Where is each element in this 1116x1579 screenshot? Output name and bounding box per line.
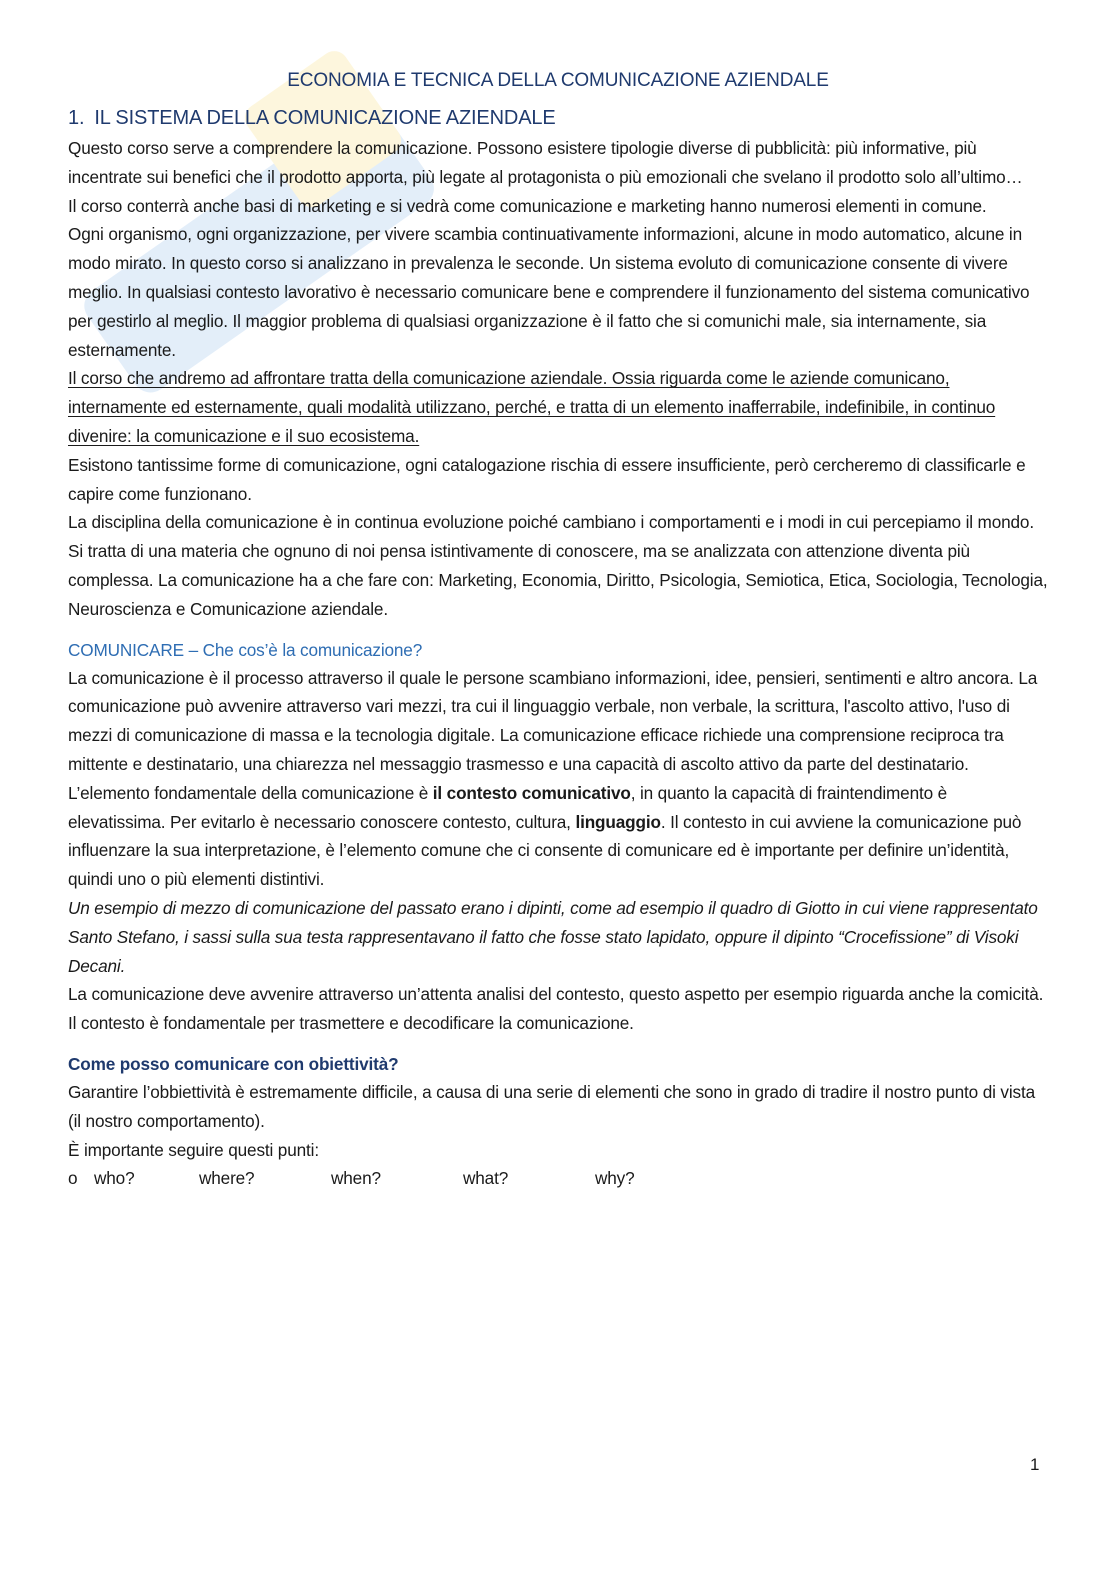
subsection-heading: COMUNICARE – Che cos’è la comunicazione?: [68, 639, 423, 660]
document-title: ECONOMIA E TECNICA DELLA COMUNICAZIONE AZIENDALE: [287, 70, 829, 91]
bold-term: linguaggio: [575, 811, 661, 832]
question-heading: Come posso comunicare con obiettività?: [68, 1053, 399, 1074]
paragraph: Garantire l’obbiettività è estremamente difficile, a causa di una serie di elementi che sono in grado di tradire il nostro punto di vista (il nostro comportamento).: [68, 1081, 1035, 1131]
paragraph: È importante seguire questi punti:: [68, 1139, 319, 1160]
bullet-list: [68, 1164, 1048, 1193]
document-page: [68, 66, 1048, 1193]
paragraph: La comunicazione è il processo attraverso il quale le persone scambiano informazioni, idee, pensieri, sentimenti e altro ancora. La comunicazione può avvenire attraverso vari mezzi, tra cui il linguaggio verbale, non verbale, la scrittura, l'ascolto attivo, l'uso di mezzi di comunicazione di massa e la tecnologia digitale. La comunicazione efficace richiede una comprensione reciproca tra mittente e destinatario, una chiarezza nel messaggio trasmesso e una capacità di ascolto attivo da parte del destinatario.: [68, 667, 1038, 774]
page-number: 1: [1030, 1455, 1040, 1474]
paragraph: Esistono tantissime forme di comunicazione, ogni catalogazione rischia di essere insufficiente, però cercheremo di classificarle e capire come funzionano.: [68, 454, 1026, 504]
text-run: , in quanto la capacità di fraintendimento è elevatissima. Per evitarlo è necessario conoscere contesto, cultura,: [68, 782, 948, 832]
section-title: IL SISTEMA DELLA COMUNICAZIONE AZIENDALE: [94, 107, 556, 129]
text-run: L’elemento fondamentale della comunicazione è: [68, 782, 433, 803]
italic-paragraph: Un esempio di mezzo di comunicazione del passato erano i dipinti, come ad esempio il quadro di Giotto in cui viene rappresentato Santo Stefano, i sassi sulla sua testa rappresentavano il fatto che fosse stato lapidato, oppure il dipinto “Crocefissione” di Visoki Decani.: [68, 897, 1038, 976]
underlined-paragraph: Il corso che andremo ad affrontare tratta della comunicazione aziendale. Ossia riguarda come le aziende comunicano, internamente ed esternamente, quali modalità utilizzano, perché, e tratta di un elemento inafferrabile, indefinibile, in continuo divenire: la comunicazione e il suo ecosistema.: [68, 368, 996, 446]
paragraph: Si tratta di una materia che ognuno di noi pensa istintivamente di conoscere, ma se analizzata con attenzione diventa più complessa. La comunicazione ha a che fare con: Marketing, Economia, Diritto, Psicologia, Semiotica, Etica, Sociologia, Tecnologia, Neuroscienza e Comunicazione aziendale.: [68, 541, 1048, 619]
text-run: . Il contesto in cui avviene la comunicazione può influenzare la sua interpretazione, è l’elemento comune che ci consente di comunicare ed è importante per definire un’identità, quindi uno o più elementi distintivi.: [68, 811, 1022, 890]
list-item: who?: [94, 1168, 135, 1189]
bold-term: il contesto comunicativo: [432, 782, 631, 803]
section-heading: [68, 104, 1048, 132]
paragraph: La disciplina della comunicazione è in continua evoluzione poiché cambiano i comportamenti e i modi in cui percepiamo il mondo.: [68, 512, 1034, 533]
paragraph: Ogni organismo, ogni organizzazione, per vivere scambia continuativamente informazioni, alcune in modo automatico, alcune in modo mirato. In questo corso si analizzano in prevalenza le seconde. Un sistema evoluto di comunicazione consente di vivere meglio. In qualsiasi contesto lavorativo è necessario comunicare bene e comprendere il funzionamento del sistema comunicativo per gestirlo al meglio. Il maggior problema di qualsiasi organizzazione è il fatto che si comunichi male, sia internamente, sia esternamente.: [68, 224, 1030, 360]
paragraph: Questo corso serve a comprendere la comunicazione. Possono esistere tipologie diverse di pubblicità: più informative, più incentrate sui benefici che il prodotto apporta, più legate al protagonista o più emozionali che svelano il prodotto solo all’ultimo…: [68, 138, 1023, 187]
list-item: where?: [199, 1168, 255, 1189]
paragraph: Il corso conterrà anche basi di marketing e si vedrà come comunicazione e marketing hanno numerosi elementi in comune.: [68, 195, 987, 216]
paragraph: La comunicazione deve avvenire attraverso un’attenta analisi del contesto, questo aspetto per esempio riguarda anche la comicità. Il contesto è fondamentale per trasmettere e decodificare la comunicazione.: [68, 984, 1044, 1034]
list-item: what?: [463, 1168, 509, 1189]
bullet-icon: o: [68, 1168, 78, 1189]
paragraph: [68, 779, 1048, 894]
list-item: why?: [595, 1168, 635, 1189]
section-number: 1.: [68, 107, 85, 129]
list-item: when?: [331, 1168, 381, 1189]
